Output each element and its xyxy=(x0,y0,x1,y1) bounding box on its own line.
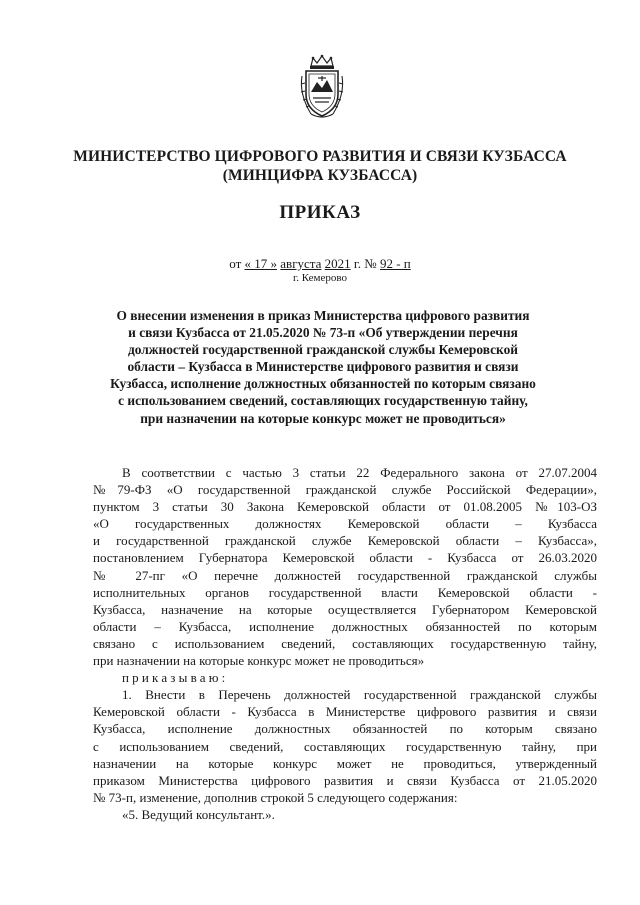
body-line: исполнительных органов государственной власти Кемеровской области - xyxy=(93,584,597,600)
subject-line: должностей государственной гражданской службы Кемеровской xyxy=(128,342,518,358)
body-line: № 27-пг «О перечне должностей государственной гражданской службы xyxy=(93,567,597,583)
body-line: при назначении на которые конкурс может не проводиться» xyxy=(93,653,425,669)
body-line: связано с использованием сведений, составляющих государственную тайну, xyxy=(93,635,597,651)
city: г. Кемерово xyxy=(292,272,348,284)
order-date-number xyxy=(0,256,640,272)
ministry-name: МИНИСТЕРСТВО ЦИФРОВОГО РАЗВИТИЯ И СВЯЗИ КУЗБАССА xyxy=(73,148,567,165)
ministry-short-name: (МИНЦИФРА КУЗБАССА) xyxy=(222,167,418,184)
date-month: августа xyxy=(280,256,322,271)
subject-line: О внесении изменения в приказ Министерства цифрового развития xyxy=(116,308,530,323)
body-line: приказом Министерства цифрового развития и связи Кузбасса от 21.05.2020 xyxy=(93,772,597,788)
body-line: №79-ФЗ «О государственной гражданской службе Российской Федерации», xyxy=(93,482,597,498)
body-line: постановлением Губернатора Кемеровской области - Кузбасса от 26.03.2020 xyxy=(93,550,597,566)
body-line: № 73-п, изменение, дополнив строкой 5 следующего содержания: xyxy=(93,789,458,805)
body-line: Кузбасса, назначение на которые осуществляется Губернатором Кемеровской xyxy=(93,601,597,617)
body-line: В соответствии с частью 3 статьи 22 Федерального закона от 27.07.2004 xyxy=(122,465,597,480)
body-line: Кузбасса, исполнение должностных обязанностей по которым связано xyxy=(93,721,597,737)
subject-line: Кузбасса, исполнение должностных обязанностей по которым связано xyxy=(110,376,536,392)
order-number: 92 - п xyxy=(379,256,411,271)
body-line: 1. Внести в Перечень должностей государственной гражданской службы xyxy=(122,687,597,703)
body-line: пунктом 3 статьи 30 Закона Кемеровской области от 01.08.2005 №103-ОЗ xyxy=(93,499,597,515)
date-prefix: от xyxy=(229,256,242,271)
number-sign: № xyxy=(364,256,377,271)
body-line: Кемеровской области - Кузбасса в Министерстве цифрового развития и связи xyxy=(93,704,597,720)
new-row-text: «5. Ведущий консультант.». xyxy=(122,806,275,822)
body-line: и государственной гражданской службе Кемеровской области – Кузбасса», xyxy=(93,533,597,549)
subject-line: и связи Кузбасса от 21.05.2020 № 73-п «Об утверждении перечня xyxy=(128,325,518,341)
body-line: области – Кузбасса, исполнение должностных обязанностей по которым xyxy=(93,618,597,634)
ministry-header xyxy=(60,147,580,185)
document-title: ПРИКАЗ xyxy=(279,202,361,223)
kuzbass-coat-of-arms-icon xyxy=(297,54,347,120)
subject-line: при назначении на которые конкурс может не проводиться» xyxy=(140,410,506,426)
date-day: « 17 » xyxy=(244,256,278,271)
body-line: с использованием сведений, составляющих государственную тайну, при xyxy=(93,738,597,754)
subject-line: области – Кузбасса в Министерстве цифрового развития и связи xyxy=(127,359,519,375)
year-suffix: г. xyxy=(353,256,362,271)
order-subject xyxy=(88,307,558,427)
date-year: 2021 xyxy=(324,256,351,271)
body-line: назначении на которые конкурс может не проводиться, утвержденный xyxy=(93,755,597,771)
subject-line: с использованием сведений, составляющих государственную тайну, xyxy=(118,393,528,409)
order-verb: приказываю: xyxy=(122,670,229,686)
order-body xyxy=(93,464,597,823)
body-line: «О государственных должностях Кемеровской области – Кузбасса xyxy=(93,516,597,532)
